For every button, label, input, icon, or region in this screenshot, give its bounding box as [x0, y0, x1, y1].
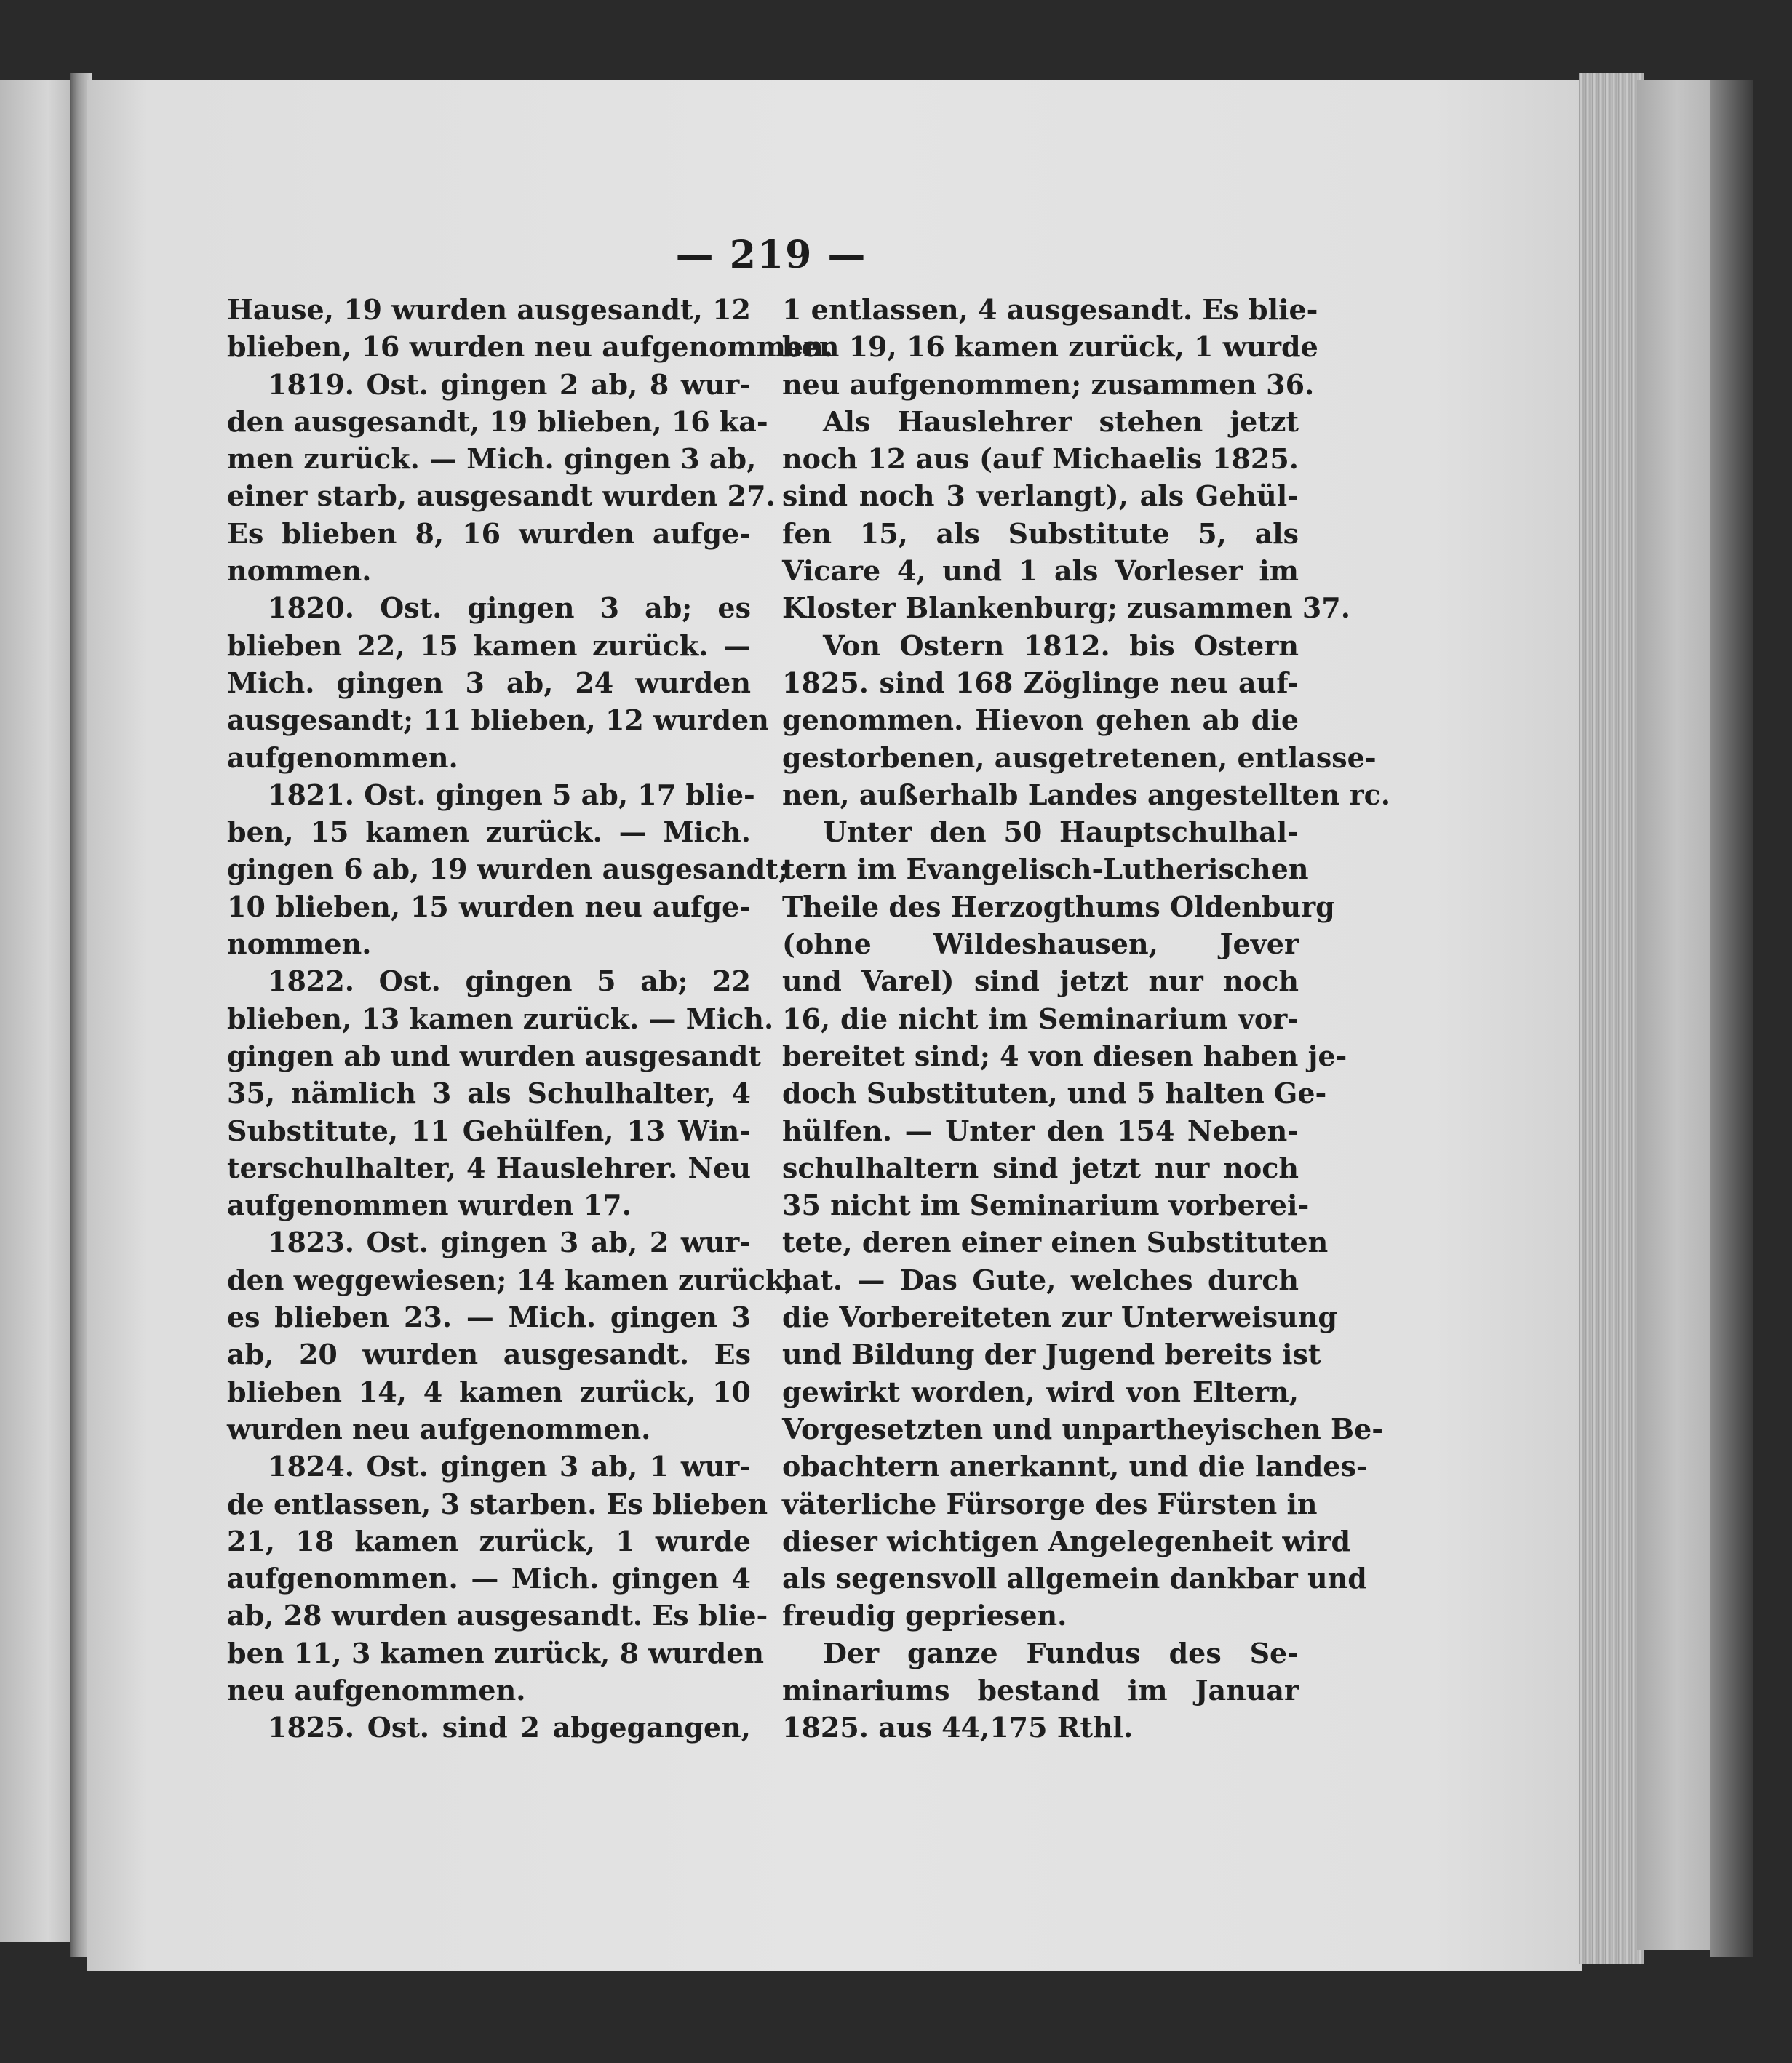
text-line: einer starb, ausgesandt wurden 27.	[227, 479, 776, 513]
text-line: ab, 28 wurden ausgesandt. Es blie-	[227, 1599, 768, 1632]
text-line: blieben 22, 15 kamen zurück. —	[227, 629, 751, 662]
page-number: — 219 —	[675, 233, 867, 277]
text-line: doch Substituten, und 5 halten Ge-	[782, 1077, 1327, 1110]
text-line: tern im Evangelisch-Lutherischen	[782, 853, 1309, 886]
text-line: schulhaltern sind jetzt nur noch	[782, 1151, 1299, 1184]
text-line: Der ganze Fundus des Se-	[823, 1636, 1299, 1669]
text-line: hülfen. — Unter den 154 Neben-	[782, 1114, 1299, 1147]
facing-page-edge	[0, 80, 80, 1942]
text-line: tete, deren einer einen Substituten	[782, 1226, 1329, 1259]
text-line: men zurück. — Mich. gingen 3 ab,	[227, 442, 757, 476]
text-line: Hause, 19 wurden ausgesandt, 12	[227, 293, 751, 326]
text-line: Von Ostern 1812. bis Ostern	[823, 629, 1299, 662]
text-line: Vicare 4, und 1 als Vorleser im	[782, 554, 1299, 588]
text-line: 1825. Ost. sind 2 abgegangen,	[268, 1711, 751, 1744]
text-line: es blieben 23. — Mich. gingen 3	[227, 1301, 751, 1334]
text-line: (ohne Wildeshausen, Jever	[782, 927, 1299, 961]
text-line: bereitet sind; 4 von diesen haben je-	[782, 1039, 1347, 1072]
page-block-edges	[1579, 73, 1644, 1964]
text-line: Vorgesetzten und unpartheyischen Be-	[782, 1412, 1384, 1445]
text-line: den weggewiesen; 14 kamen zurück,	[227, 1263, 795, 1296]
text-line: 16, die nicht im Seminarium vor-	[782, 1002, 1299, 1035]
text-line: noch 12 aus (auf Michaelis 1825.	[782, 442, 1299, 476]
text-line: sind noch 3 verlangt), als Gehül-	[782, 479, 1299, 513]
text-line: Theile des Herzogthums Oldenburg	[782, 890, 1335, 923]
text-line: 35, nämlich 3 als Schulhalter, 4	[227, 1077, 751, 1110]
text-line: Unter den 50 Hauptschulhal-	[823, 815, 1299, 849]
text-line: 1823. Ost. gingen 3 ab, 2 wur-	[268, 1226, 751, 1259]
text-line: dieser wichtigen Angelegenheit wird	[782, 1524, 1351, 1557]
text-line: ab, 20 wurden ausgesandt. Es	[227, 1338, 751, 1371]
text-line: Kloster Blankenburg; zusammen 37.	[782, 591, 1350, 625]
text-line: und Bildung der Jugend bereits ist	[782, 1338, 1321, 1371]
text-line: Substitute, 11 Gehülfen, 13 Win-	[227, 1114, 751, 1147]
text-line: Mich. gingen 3 ab, 24 wurden	[227, 666, 751, 699]
text-line: Es blieben 8, 16 wurden aufge-	[227, 516, 751, 550]
text-line: 1825. sind 168 Zöglinge neu auf-	[782, 666, 1299, 699]
text-line: ausgesandt; 11 blieben, 12 wurden	[227, 703, 769, 737]
text-line: 1 entlassen, 4 ausgesandt. Es blie-	[782, 293, 1318, 326]
text-line: nen, außerhalb Landes angestellten rc.	[782, 778, 1390, 811]
cover-shadow	[1710, 80, 1753, 1957]
text-line: gingen 6 ab, 19 wurden ausgesandt;	[227, 853, 789, 886]
text-column-left	[227, 291, 833, 1747]
text-line: wurden neu aufgenommen.	[227, 1412, 651, 1445]
text-line: Als Hauslehrer stehen jetzt	[823, 404, 1299, 438]
text-line: ben 19, 16 kamen zurück, 1 wurde	[782, 330, 1318, 364]
text-line: neu aufgenommen.	[227, 1673, 526, 1707]
text-line: ben, 15 kamen zurück. — Mich.	[227, 815, 751, 849]
text-line: 35 nicht im Seminarium vorberei-	[782, 1189, 1310, 1222]
text-line: fen 15, als Substitute 5, als	[782, 516, 1299, 550]
text-line: 1825. aus 44,175 Rthl.	[782, 1711, 1134, 1744]
text-line: aufgenommen wurden 17.	[227, 1189, 632, 1222]
text-line: nommen.	[227, 927, 372, 961]
text-line: blieben, 16 wurden neu aufgenommen.	[227, 330, 833, 364]
text-line: väterliche Fürsorge des Fürsten in	[782, 1487, 1318, 1520]
text-line: 1820. Ost. gingen 3 ab; es	[268, 591, 751, 625]
text-line: minariums bestand im Januar	[782, 1673, 1299, 1707]
text-line: gingen ab und wurden ausgesandt	[227, 1039, 761, 1072]
text-line: als segensvoll allgemein dankbar und	[782, 1562, 1367, 1595]
text-line: gewirkt worden, wird von Eltern,	[782, 1375, 1299, 1408]
text-line: 1822. Ost. gingen 5 ab; 22	[268, 965, 751, 998]
text-line: freudig gepriesen.	[782, 1599, 1067, 1632]
text-line: 1821. Ost. gingen 5 ab, 17 blie-	[268, 778, 755, 811]
text-line: 1819. Ost. gingen 2 ab, 8 wur-	[268, 367, 751, 401]
text-line: hat. — Das Gute, welches durch	[782, 1263, 1299, 1296]
text-line: blieben, 13 kamen zurück. — Mich.	[227, 1002, 774, 1035]
text-line: und Varel) sind jetzt nur noch	[782, 965, 1299, 998]
text-line: 1824. Ost. gingen 3 ab, 1 wur-	[268, 1450, 751, 1483]
text-line: 21, 18 kamen zurück, 1 wurde	[227, 1524, 751, 1557]
text-line: obachtern anerkannt, und die landes-	[782, 1450, 1368, 1483]
text-line: den ausgesandt, 19 blieben, 16 ka-	[227, 404, 768, 438]
text-line: neu aufgenommen; zusammen 36.	[782, 367, 1315, 401]
book-cover-edge	[1637, 80, 1717, 1950]
text-line: blieben 14, 4 kamen zurück, 10	[227, 1375, 751, 1408]
text-line: genommen. Hievon gehen ab die	[782, 703, 1299, 737]
text-line: ben 11, 3 kamen zurück, 8 wurden	[227, 1636, 764, 1669]
text-line: nommen.	[227, 554, 372, 588]
text-column-right	[782, 291, 1390, 1747]
text-line: aufgenommen.	[227, 741, 458, 774]
text-line: terschulhalter, 4 Hauslehrer. Neu	[227, 1151, 751, 1184]
text-line: gestorbenen, ausgetretenen, entlasse-	[782, 741, 1377, 774]
text-line: 10 blieben, 15 wurden neu aufge-	[227, 890, 751, 923]
text-line: die Vorbereiteten zur Unterweisung	[782, 1301, 1337, 1334]
text-line: aufgenommen. — Mich. gingen 4	[227, 1562, 751, 1595]
text-line: de entlassen, 3 starben. Es blieben	[227, 1487, 768, 1520]
